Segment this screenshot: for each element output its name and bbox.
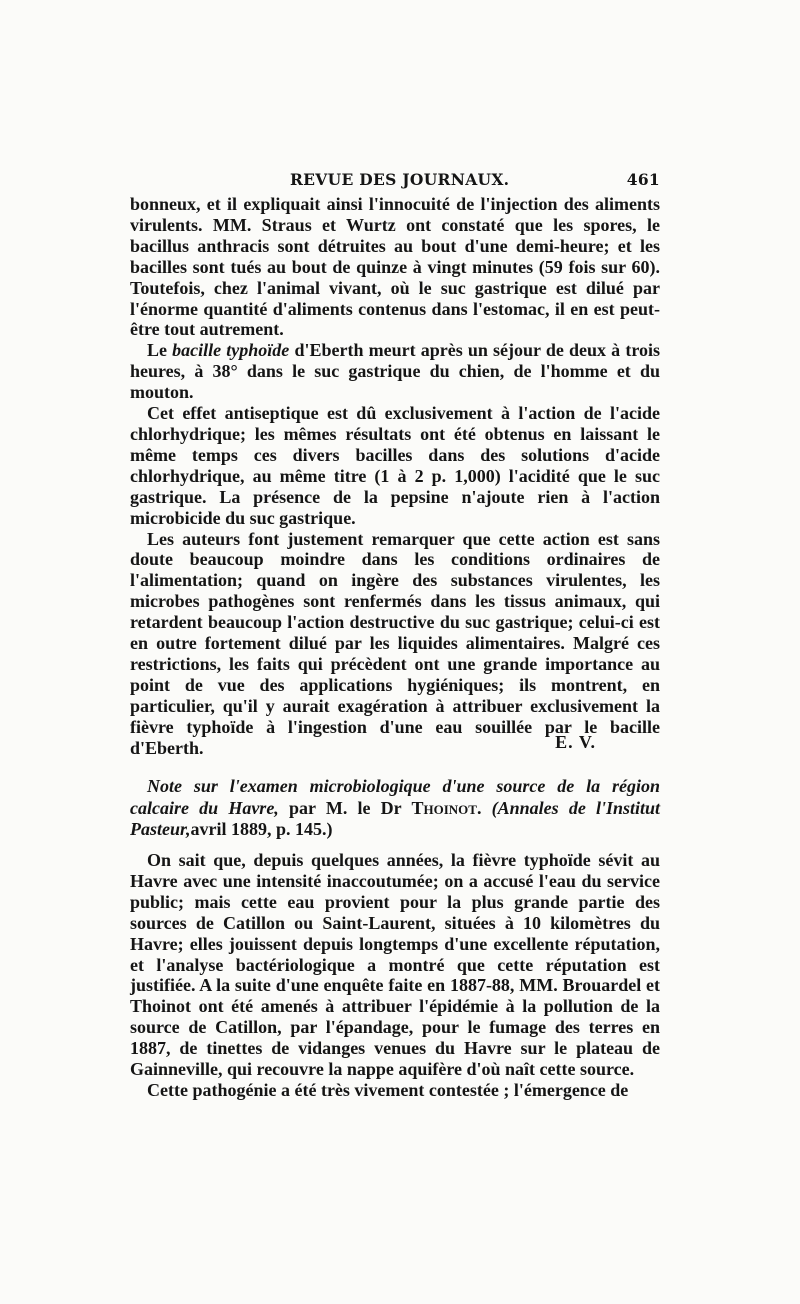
page-number: 461: [626, 170, 660, 189]
page-header: [130, 170, 660, 192]
section-gastric-juice: [130, 194, 660, 758]
section-havre-source: [130, 850, 660, 1101]
title-dr: Dr: [380, 797, 402, 818]
title-author: Thoinot.: [411, 797, 482, 818]
title-by: par M. le: [288, 797, 371, 818]
signature: E. V.: [555, 732, 596, 752]
paragraph-typhoid-bacillus: [130, 340, 660, 403]
title-journal: (Annales de l'Institut Pasteur,: [130, 797, 661, 839]
paragraph-authors-remark: Les auteurs font justement remarquer que cette action est sans doute beaucoup moindre dans les conditions ordinaires de l'alimentation; quand on ingère des substances virulentes, les microbes pathogènes sont renfermés dans les tissus animaux, qui retardent beaucoup l'action destructive du suc gastrique; celui-ci est en outre fortement dilué par les liquides alimentaires. Malgré ces restrictions, les faits qui précèdent ont une grande importance au point de vue des applications hygiéniques; ils montrent, en particulier, qu'il y aurait exagération à attribuer exclusivement la fièvre typhoïde à l'ingestion d'une eau souillée par le bacille d'Eberth.: [130, 528, 660, 758]
running-title: REVUE DES JOURNAUX.: [290, 170, 510, 189]
paragraph-continued: bonneux, et il expliquait ainsi l'innocuité de l'injection des aliments virulents. MM. Straus et Wurtz ont constaté que les spores, le bacillus anthracis sont détruites au bout d'une demi-heure; et les bacilles sont tués au bout de quinze à vingt minutes (59 fois sur 60). Toutefois, chez l'animal vivant, où le suc gastrique est dilué par l'énorme quantité d'aliments contenus dans l'estomac, il en est peut-être tout autrement.: [130, 194, 660, 340]
article-title: [130, 776, 660, 841]
paragraph-antiseptic-effect: Cet effet antiseptique est dû exclusivement à l'action de l'acide chlorhydrique; les mêmes résultats ont été obtenus en laissant le même temps ces divers bacilles dans des solutions d'acide chlorhydrique, au même titre (1 à 2 p. 1,000) l'acidité que le suc gastrique. La présence de la pepsine n'ajoute rien à l'action microbicide du suc gastrique.: [130, 403, 660, 528]
paragraph-body: d'Eberth meurt après un séjour de deux à trois heures, à 38° dans le suc gastrique du chien, de l'homme et du mouton.: [130, 340, 660, 403]
title-citation: avril 1889, p. 145.): [190, 819, 333, 839]
paragraph-havre-fever: On sait que, depuis quelques années, la fièvre typhoïde sévit au Havre avec une intensité inaccoutumée; on a accusé l'eau du service public; mais cette eau provient pour la plus grande partie des sources de Catillon ou Saint-Laurent, situées à 10 kilomètres du Havre; elles jouissent depuis longtemps d'une excellente réputation, et l'analyse bactériologique a montré que cette réputation est justifiée. A la suite d'une enquête faite en 1887-88, MM. Brouardel et Thoinot ont été amenés à attribuer l'épidémie à la pollution de la source de Catillon, par l'épandage, pour le fumage des terres en 1887, de tinettes de vidanges venues du Havre sur le plateau de Gainneville, qui recouvre la nappe aquifère d'où naît cette source.: [130, 850, 660, 1080]
paragraph-lead: Le: [147, 340, 167, 361]
title-italic: Note sur l'examen microbiologique d'une source de la région calcaire du Havre,: [130, 776, 660, 818]
italic-term: bacille typhoïde: [172, 340, 290, 361]
paragraph-pathogenie: Cette pathogénie a été très vivement contestée ; l'émergence de: [147, 1079, 629, 1100]
